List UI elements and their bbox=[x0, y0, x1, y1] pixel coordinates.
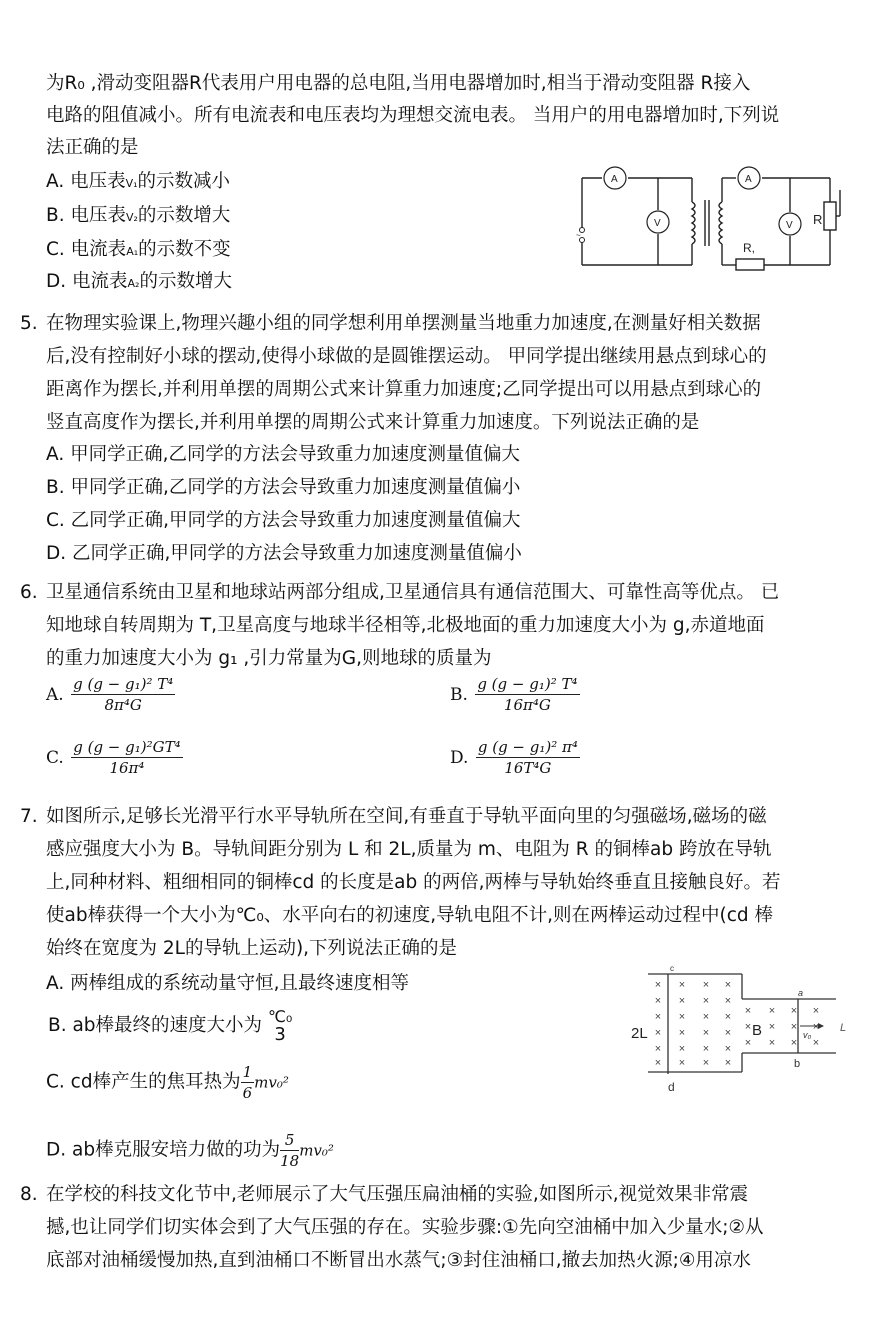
field-cross-mark: × bbox=[790, 1037, 798, 1049]
meter-symbol: V₁ bbox=[125, 177, 138, 190]
q4-line-1: 为R₀ ,滑动变阻器R代表用户用电器的总电阻,当用电器增加时,相当于滑动变阻器 R接入 bbox=[46, 73, 751, 94]
field-cross-mark: × bbox=[702, 1011, 710, 1023]
field-cross-mark: × bbox=[702, 1043, 710, 1055]
q4-line-2: 电路的阻值减小。所有电流表和电压表均为理想交流电表。 当用户的用电器增加时,下列说 bbox=[46, 105, 780, 126]
voltmeter-v1-label: V bbox=[654, 218, 661, 229]
q6-option-d[interactable] bbox=[450, 737, 580, 778]
field-cross-mark: × bbox=[702, 1057, 710, 1069]
q4-line-3: 法正确的是 bbox=[46, 137, 139, 158]
label-d: d bbox=[668, 1080, 675, 1094]
field-cross-mark: × bbox=[768, 1021, 776, 1033]
q7-line-4: 使ab棒获得一个大小为℃₀、水平向右的初速度,导轨电阻不计,则在两棒运动过程中(cd 棒 bbox=[46, 905, 774, 926]
field-cross-mark: × bbox=[654, 1057, 662, 1069]
q7-option-d[interactable] bbox=[46, 1130, 334, 1171]
q7-option-a[interactable]: A. 两棒组成的系统动量守恒,且最终速度相等 bbox=[46, 973, 409, 994]
field-cross-mark: × bbox=[812, 1021, 820, 1033]
formula-term: mv₀² bbox=[299, 1141, 334, 1160]
q7-option-b[interactable] bbox=[48, 1008, 292, 1044]
meter-symbol: A₂ bbox=[127, 277, 140, 290]
field-cross-mark: × bbox=[678, 1011, 686, 1023]
option-label: D. bbox=[450, 747, 469, 768]
formula-term: mv₀² bbox=[254, 1073, 289, 1092]
field-cross-mark: × bbox=[678, 979, 686, 991]
field-cross-mark: × bbox=[724, 995, 732, 1007]
q8-line-3: 底部对油桶缓慢加热,直到油桶口不断冒出水蒸气;③封住油桶口,撤去加热火源;④用凉水 bbox=[46, 1250, 751, 1271]
option-label: D. 电流表 bbox=[46, 271, 128, 292]
label-2l: 2L bbox=[631, 1025, 648, 1042]
q5-option-c[interactable]: C. 乙同学正确,甲同学的方法会导致重力加速度测量值偏大 bbox=[46, 510, 521, 531]
field-cross-mark: × bbox=[678, 995, 686, 1007]
option-label: C. 电流表 bbox=[46, 239, 127, 260]
q4-option-b[interactable] bbox=[46, 204, 230, 230]
rail-magnetic-field-diagram bbox=[628, 962, 858, 1097]
field-cross-mark: × bbox=[768, 1037, 776, 1049]
q5-option-d[interactable]: D. 乙同学正确,甲同学的方法会导致重力加速度测量值偏小 bbox=[46, 543, 522, 564]
q4-option-d[interactable] bbox=[46, 270, 232, 296]
q5-option-b[interactable]: B. 甲同学正确,乙同学的方法会导致重力加速度测量值偏小 bbox=[46, 477, 521, 498]
meter-symbol: V₂ bbox=[125, 211, 138, 224]
field-cross-mark: × bbox=[702, 1027, 710, 1039]
field-cross-mark: × bbox=[790, 1005, 798, 1017]
field-cross-mark: × bbox=[724, 979, 732, 991]
option-label: A. bbox=[46, 684, 64, 705]
field-cross-mark: × bbox=[724, 1057, 732, 1069]
field-cross-mark: × bbox=[654, 979, 662, 991]
q7-option-c[interactable] bbox=[46, 1062, 289, 1103]
q4-option-a[interactable] bbox=[46, 170, 230, 196]
field-cross-mark: × bbox=[678, 1043, 686, 1055]
field-cross-mark: × bbox=[724, 1027, 732, 1039]
q6-number: 6. bbox=[20, 582, 38, 603]
ac-source-label: ~ bbox=[576, 231, 581, 240]
field-cross-mark: × bbox=[654, 1011, 662, 1023]
option-text: 的示数减小 bbox=[137, 171, 231, 192]
label-b: b bbox=[794, 1058, 801, 1070]
option-label: A. 电压表 bbox=[46, 171, 126, 192]
field-cross-mark: × bbox=[654, 1027, 662, 1039]
q5-line-1: 在物理实验课上,物理兴趣小组的同学想利用单摆测量当地重力加速度,在测量好相关数据 bbox=[46, 313, 761, 334]
label-l: L bbox=[840, 1022, 847, 1034]
q6-option-c[interactable] bbox=[46, 737, 183, 778]
option-text: D. ab棒克服安培力做的功为 bbox=[46, 1139, 281, 1161]
option-text: B. ab棒最终的速度大小为 bbox=[48, 1015, 263, 1036]
resistor-r0-label: R, bbox=[743, 241, 755, 255]
q6-option-a[interactable] bbox=[46, 674, 175, 715]
rheostat-label: R bbox=[813, 212, 823, 227]
q7-line-2: 感应强度大小为 B。导轨间距分别为 L 和 2L,质量为 m、电阻为 R 的铜棒ab 跨放在导轨 bbox=[46, 839, 772, 860]
q7-line-3: 上,同种材料、粗细相同的铜棒cd 的长度是ab 的两倍,两棒与导轨始终垂直且接触良好。若 bbox=[46, 872, 781, 893]
formula-fraction: $\frac{\text{g (g − g₁)²GT⁴}}{\text{16π⁴}}$ bbox=[73, 738, 181, 777]
field-cross-mark: × bbox=[678, 1027, 686, 1039]
q5-line-4: 竖直高度作为摆长,并利用单摆的周期公式来计算重力加速度。下列说法正确的是 bbox=[46, 412, 700, 433]
label-a: a bbox=[798, 988, 804, 998]
q7-line-5: 始终在宽度为 2L的导轨上运动),下列说法正确的是 bbox=[46, 938, 458, 959]
q5-line-2: 后,没有控制好小球的摆动,使得小球做的是圆锥摆运动。 甲同学提出继续用悬点到球心的 bbox=[46, 346, 767, 367]
q6-line-1: 卫星通信系统由卫星和地球站两部分组成,卫星通信具有通信范围大、可靠性高等优点。 已 bbox=[46, 582, 780, 603]
formula-fraction: $\frac{\text{g (g − g₁)² π⁴}}{\text{16T⁴G}}$ bbox=[477, 738, 578, 777]
fraction: ℃₀ 3 bbox=[267, 1007, 293, 1045]
voltmeter-v2-label: V bbox=[786, 220, 793, 231]
option-label: B. bbox=[450, 684, 468, 705]
meter-symbol: A₁ bbox=[126, 245, 139, 258]
field-cross-mark: × bbox=[812, 1037, 820, 1049]
label-c: c bbox=[670, 964, 674, 973]
field-cross-mark: × bbox=[812, 1005, 820, 1017]
q4-option-c[interactable] bbox=[46, 238, 231, 264]
q5-option-a[interactable]: A. 甲同学正确,乙同学的方法会导致重力加速度测量值偏大 bbox=[46, 444, 520, 465]
q6-line-3: 的重力加速度大小为 g₁ ,引力常量为G,则地球的质量为 bbox=[46, 648, 492, 669]
q8-line-2: 撼,也让同学们切实体会到了大气压强的存在。实验步骤:①先向空油桶中加入少量水;②从 bbox=[46, 1217, 764, 1238]
q8-number: 8. bbox=[20, 1184, 38, 1205]
field-cross-mark: × bbox=[702, 979, 710, 991]
option-label: B. 电压表 bbox=[46, 205, 126, 226]
q5-line-3: 距离作为摆长,并利用单摆的周期公式来计算重力加速度;乙同学提出可以用悬点到球心的 bbox=[46, 379, 762, 400]
q8-line-1: 在学校的科技文化节中,老师展示了大气压强压扁油桶的实验,如图所示,视觉效果非常震 bbox=[46, 1184, 749, 1205]
formula-fraction: $\frac{\text{g (g − g₁)² T⁴}}{\text{16π⁴G}}$ bbox=[477, 675, 578, 714]
label-b-field: B bbox=[752, 1022, 763, 1039]
field-cross-mark: × bbox=[744, 1021, 752, 1033]
field-cross-mark: × bbox=[724, 1011, 732, 1023]
fraction: $\frac{5}{18}$ bbox=[280, 1131, 300, 1170]
field-cross-mark: × bbox=[702, 995, 710, 1007]
field-cross-mark: × bbox=[724, 1043, 732, 1055]
field-cross-mark: × bbox=[654, 1043, 662, 1055]
ammeter-a1-label: A bbox=[611, 174, 618, 185]
field-cross-mark: × bbox=[744, 1037, 752, 1049]
field-cross-mark: × bbox=[654, 995, 662, 1007]
ammeter-a2-label: A bbox=[745, 174, 752, 185]
q6-option-b[interactable] bbox=[450, 674, 580, 715]
option-text: 的示数增大 bbox=[139, 271, 232, 292]
field-cross-mark: × bbox=[768, 1005, 776, 1017]
q7-number: 7. bbox=[20, 806, 38, 827]
option-label: C. bbox=[46, 747, 64, 768]
field-cross-mark: × bbox=[744, 1005, 752, 1017]
field-cross-mark: × bbox=[678, 1057, 686, 1069]
option-text: C. cd棒产生的焦耳热为 bbox=[46, 1071, 241, 1093]
option-text: 的示数不变 bbox=[138, 239, 231, 260]
option-text: 的示数增大 bbox=[137, 205, 231, 226]
q5-number: 5. bbox=[20, 313, 38, 334]
q6-line-2: 知地球自转周期为 T,卫星高度与地球半径相等,北极地面的重力加速度大小为 g,赤道地面 bbox=[46, 615, 765, 636]
formula-fraction: $\frac{\text{g (g − g₁)² T⁴}}{\text{8π⁴G}}$ bbox=[73, 675, 174, 714]
transformer-circuit-diagram bbox=[572, 160, 862, 275]
q7-line-1: 如图所示,足够长光滑平行水平导轨所在空间,有垂直于导轨平面向里的匀强磁场,磁场的磁 bbox=[46, 806, 767, 827]
label-v0: v₀ bbox=[803, 1030, 812, 1040]
field-cross-mark: × bbox=[790, 1021, 798, 1033]
fraction: $\frac{1}{6}$ bbox=[242, 1063, 253, 1102]
